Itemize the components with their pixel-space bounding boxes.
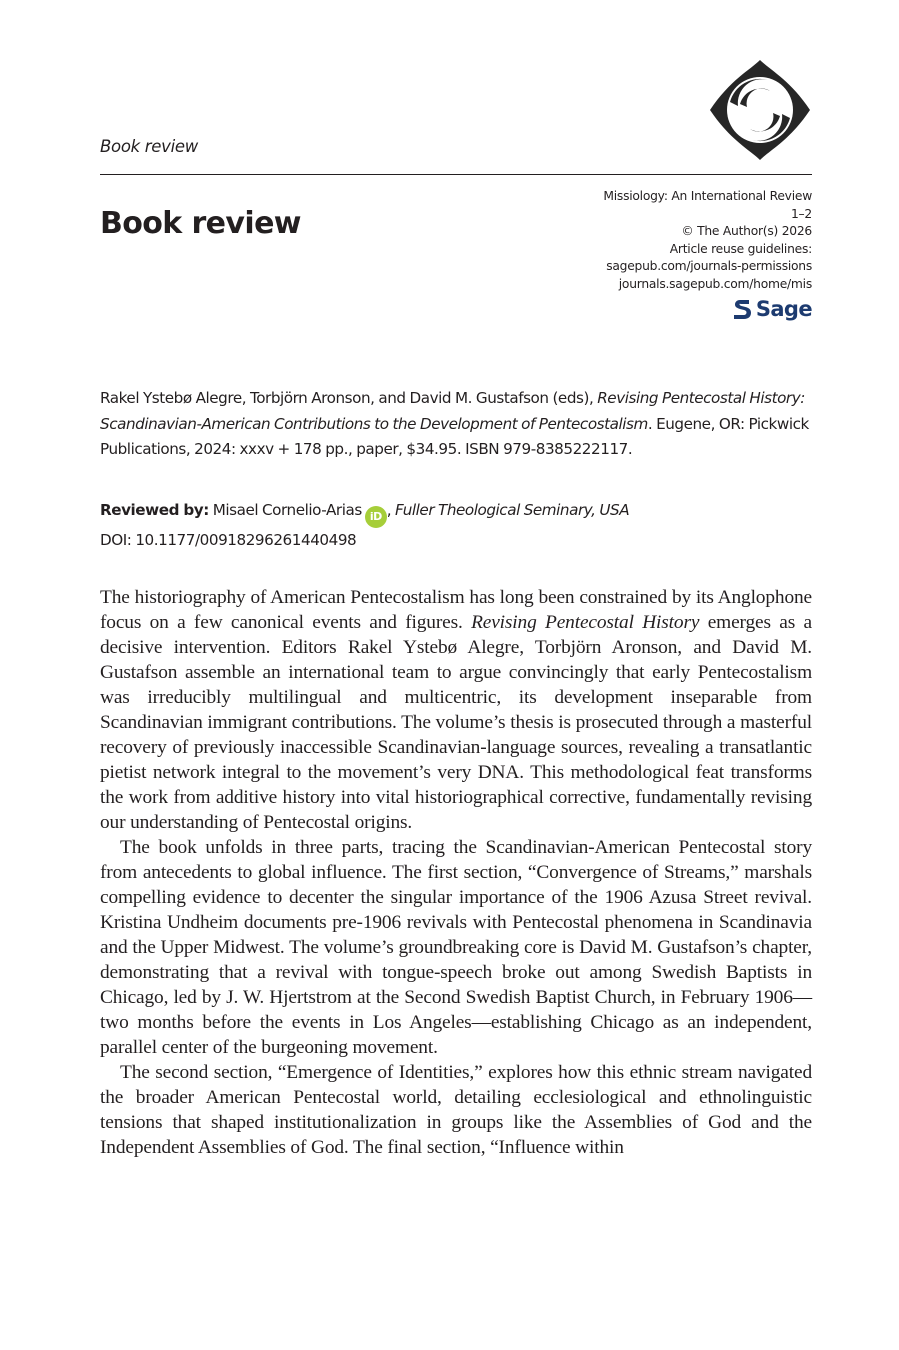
permissions-link[interactable]: sagepub.com/journals-permissions bbox=[606, 259, 812, 274]
paragraph-3: The second section, “Emergence of Identities,” explores how this ethnic stream navigated the broader American Pentecostal world, detailing ecclesiological and ethnolinguistic tensions that shaped institutionalization in groups like the Assemblies of God and the Independent Assemblies of God. The final section, “Influence within bbox=[100, 1062, 812, 1158]
paragraph-2: The book unfolds in three parts, tracing the Scandinavian-American Pentecostal story from antecedents to global influence. The first section, “Convergence of Streams,” marshals compelling evidence to decenter the singular importance of the 1906 Azusa Street revival. Kristina Undheim documents pre-1906 revivals with Pentecostal phenomena in Scandinavia and the Upper Midwest. The volume’s groundbreaking core is David M. Gustafson’s chapter, demonstrating that a revival with tongue-speech broke out among Swedish Baptists in Chicago, led by J. W. Hjertstrom at the Second Swedish Baptist Church, in February 1906—two months before the events in Los Angeles—establishing Chicago as an independent, parallel center of the burgeoning movement. bbox=[100, 837, 812, 1058]
book-editors: Rakel Ystebø Alegre, Torbjörn Aronson, and David M. Gustafson (eds), bbox=[100, 389, 598, 407]
orcid-icon[interactable]: iD bbox=[365, 506, 387, 528]
reviewer-block: Reviewed by: Misael Cornelio-Arias iD , Fuller Theological Seminary, USA DOI: 10.1177/00918296261440498 bbox=[100, 498, 812, 553]
book-title-italic: Revising Pentecostal History bbox=[471, 612, 700, 633]
doi[interactable]: DOI: 10.1177/00918296261440498 bbox=[100, 531, 357, 549]
reviewer-affiliation: Fuller Theological Seminary, USA bbox=[395, 501, 630, 519]
reviewer-name: Misael Cornelio-Arias bbox=[208, 501, 362, 519]
swirl-journal-logo-icon bbox=[708, 58, 812, 162]
page-range: 1–2 bbox=[790, 206, 812, 221]
publication-details: . Eugene, OR: Pickwick Publications, 2024: xxxv + 178 pp., paper, $34.95. ISBN 979-8385222117. bbox=[100, 414, 809, 458]
book-title: Revising Pentecostal History: Scandinavian-American Contributions to the Development of Pentecostalism bbox=[100, 389, 805, 433]
header-rule bbox=[100, 174, 812, 175]
journal-name: Missiology: An International Review bbox=[603, 189, 812, 203]
copyright: © The Author(s) 2026 bbox=[681, 224, 812, 239]
publisher-logo bbox=[732, 297, 812, 321]
reuse-label: Article reuse guidelines: bbox=[669, 241, 812, 256]
reviewer-label: Reviewed by: bbox=[100, 501, 209, 519]
publisher-name: Sage bbox=[755, 297, 812, 321]
paragraph-1-text: The historiography of American Pentecostalism has long been constrained by its Anglophone focus on a few canonical events and figures. bbox=[100, 587, 812, 633]
journal-home-link[interactable]: journals.sagepub.com/home/mis bbox=[618, 276, 812, 291]
review-body bbox=[100, 585, 812, 1160]
paragraph-1 bbox=[100, 585, 812, 835]
paragraph-1-text-cont: emerges as a decisive intervention. Editors Rakel Ystebø Alegre, Torbjörn Aronson, and David M. Gustafson assemble an international team to argue convincingly that early Pentecostalism was irreducibly multilingual and multicentric, its development inseparable from Scandinavian immigrant contributions. The volume’s thesis is prosecuted through a masterful recovery of previously inaccessible Scandinavian-language sources, revealing a transatlantic pietist network integral to the movement’s very DNA. This methodological feat transforms the work from additive history into vital historiographical corrective, fundamentally revising our understanding of Pentecostal origins. bbox=[100, 612, 812, 833]
book-citation bbox=[100, 386, 812, 463]
journal-meta bbox=[603, 188, 812, 294]
article-title: Book review bbox=[100, 206, 301, 241]
running-head: Book review bbox=[100, 137, 198, 156]
sage-s-icon bbox=[732, 297, 752, 321]
